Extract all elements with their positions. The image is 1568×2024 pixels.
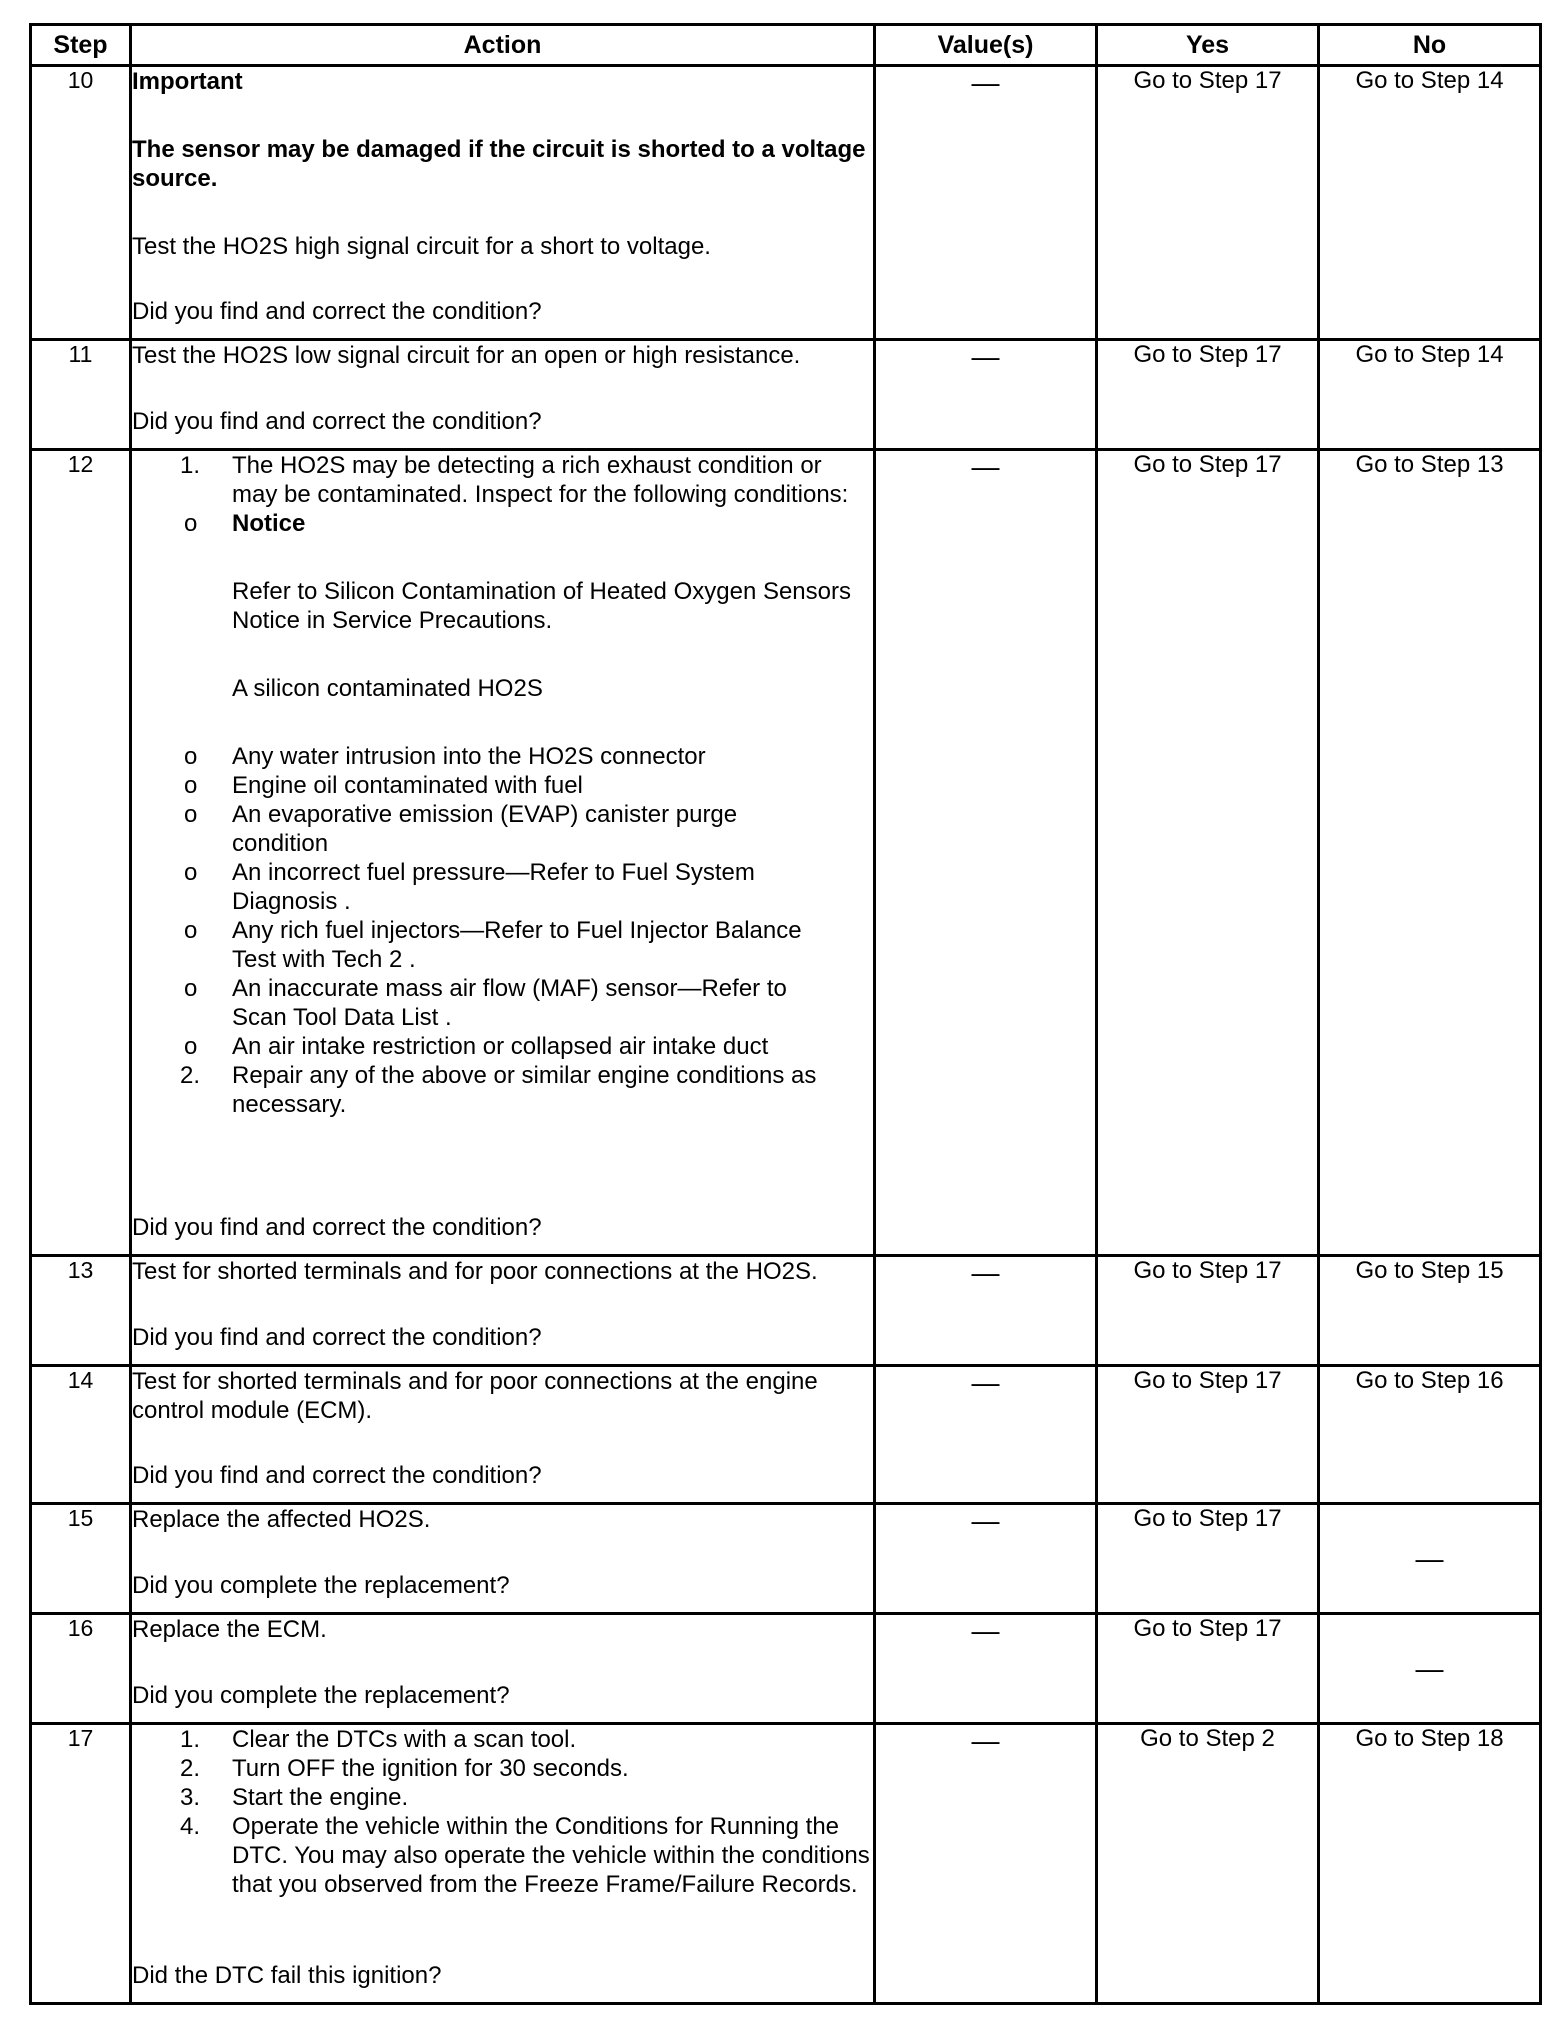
- action-question: Did you find and correct the condition?: [132, 1462, 542, 1489]
- bullet-marker: o: [184, 801, 198, 828]
- header-values: Value(s): [875, 25, 1097, 66]
- yes-cell: Go to Step 2: [1097, 1724, 1319, 2004]
- diagnostic-table: [29, 23, 1542, 2005]
- action-text: Test the HO2S high signal circuit for a short to voltage.: [132, 233, 711, 260]
- numbered-list: [132, 1061, 873, 1119]
- value-cell: —: [875, 1614, 1097, 1724]
- bullet-marker: o: [184, 1033, 198, 1060]
- header-no: No: [1319, 25, 1541, 66]
- sub-list-item-text: Any rich fuel injectors—Refer to Fuel Injector Balance Test with Tech 2 .: [232, 917, 802, 973]
- bullet-marker: o: [184, 859, 198, 886]
- table-row: [31, 1614, 1541, 1724]
- header-yes: Yes: [1097, 25, 1319, 66]
- step-number: 16: [31, 1614, 131, 1724]
- notice-text: Refer to Silicon Contamination of Heated Oxygen Sensors Notice in Service Precautions.: [232, 578, 851, 634]
- list-item-text: Repair any of the above or similar engine conditions as necessary.: [232, 1062, 817, 1118]
- list-number: 3.: [180, 1784, 201, 1811]
- action-cell: [131, 1256, 875, 1366]
- list-item-text: Operate the vehicle within the Conditions for Running the DTC. You may also operate the vehicle within the conditions that you observed from the Freeze Frame/Failure Records.: [232, 1813, 870, 1898]
- sub-list-item-text: Engine oil contaminated with fuel: [232, 772, 583, 799]
- action-question: Did you complete the replacement?: [132, 1682, 510, 1709]
- no-cell: —: [1319, 1614, 1541, 1724]
- no-cell: Go to Step 15: [1319, 1256, 1541, 1366]
- sub-list-item: [132, 1032, 873, 1061]
- yes-cell: Go to Step 17: [1097, 66, 1319, 340]
- value-cell: —: [875, 66, 1097, 340]
- list-item: [132, 1725, 873, 1754]
- value-cell: —: [875, 340, 1097, 450]
- header-action: Action: [131, 25, 875, 66]
- list-item-text: The HO2S may be detecting a rich exhaust condition or may be contaminated. Inspect for the following conditions:: [232, 452, 849, 508]
- action-text: Test for shorted terminals and for poor connections at the HO2S.: [132, 1258, 818, 1285]
- bullet-marker: o: [184, 917, 198, 944]
- action-text: Replace the affected HO2S.: [132, 1506, 431, 1533]
- action-cell: [131, 66, 875, 340]
- yes-cell: Go to Step 17: [1097, 1614, 1319, 1724]
- sub-list: [132, 509, 873, 1061]
- list-number: 2.: [180, 1755, 201, 1782]
- list-item-text: Clear the DTCs with a scan tool.: [232, 1726, 577, 1753]
- table-row: [31, 1504, 1541, 1614]
- bullet-marker: o: [184, 743, 198, 770]
- value-cell: —: [875, 1366, 1097, 1504]
- value-cell: —: [875, 1504, 1097, 1614]
- sub-list-item: [132, 509, 873, 742]
- no-cell: Go to Step 14: [1319, 340, 1541, 450]
- yes-cell: Go to Step 17: [1097, 1504, 1319, 1614]
- step-number: 12: [31, 450, 131, 1256]
- table-row: [31, 1366, 1541, 1504]
- step-number: 17: [31, 1724, 131, 2004]
- sub-list-item-text: An incorrect fuel pressure—Refer to Fuel System Diagnosis .: [232, 859, 755, 915]
- list-number: 2.: [180, 1062, 201, 1089]
- action-question: Did you find and correct the condition?: [132, 408, 542, 435]
- table-row: [31, 1256, 1541, 1366]
- value-cell: —: [875, 450, 1097, 1256]
- list-item: [132, 1061, 873, 1119]
- step-number: 15: [31, 1504, 131, 1614]
- sub-list-item: [132, 742, 873, 771]
- action-text: Replace the ECM.: [132, 1616, 327, 1643]
- list-number: 1.: [180, 1726, 201, 1753]
- action-cell: [131, 1504, 875, 1614]
- action-cell: [131, 340, 875, 450]
- list-item: [132, 451, 873, 509]
- step-number: 10: [31, 66, 131, 340]
- value-cell: —: [875, 1256, 1097, 1366]
- action-question: Did you find and correct the condition?: [132, 1324, 542, 1351]
- table-row: [31, 450, 1541, 1256]
- action-cell: [131, 1366, 875, 1504]
- yes-cell: Go to Step 17: [1097, 1366, 1319, 1504]
- action-text: Test for shorted terminals and for poor connections at the engine control module (ECM).: [132, 1368, 818, 1424]
- numbered-list: [132, 451, 873, 509]
- no-cell: Go to Step 18: [1319, 1724, 1541, 2004]
- action-text: Test the HO2S low signal circuit for an open or high resistance.: [132, 342, 801, 369]
- important-label: Important: [132, 68, 243, 95]
- bullet-marker: o: [184, 975, 198, 1002]
- table-row: [31, 340, 1541, 450]
- list-number: 4.: [180, 1813, 201, 1840]
- header-row: [31, 25, 1541, 66]
- no-cell: —: [1319, 1504, 1541, 1614]
- action-cell: [131, 450, 875, 1256]
- numbered-list: [132, 1725, 873, 1899]
- bullet-marker: o: [184, 772, 198, 799]
- list-item: [132, 1754, 873, 1783]
- step-number: 14: [31, 1366, 131, 1504]
- action-cell: [131, 1614, 875, 1724]
- action-question: Did you complete the replacement?: [132, 1572, 510, 1599]
- value-cell: —: [875, 1724, 1097, 2004]
- no-cell: Go to Step 13: [1319, 450, 1541, 1256]
- sub-list-item-text: Any water intrusion into the HO2S connector: [232, 743, 706, 770]
- action-question: Did you find and correct the condition?: [132, 1214, 542, 1241]
- list-item-text: Turn OFF the ignition for 30 seconds.: [232, 1755, 629, 1782]
- notice-label: Notice: [232, 510, 306, 537]
- warning-text: The sensor may be damaged if the circuit is shorted to a voltage source.: [132, 136, 866, 192]
- list-item-text: Start the engine.: [232, 1784, 409, 1811]
- sub-list-item: [132, 771, 873, 800]
- step-number: 11: [31, 340, 131, 450]
- list-item: [132, 1812, 873, 1899]
- list-number: 1.: [180, 452, 201, 479]
- sub-list-item: [132, 916, 873, 974]
- yes-cell: Go to Step 17: [1097, 1256, 1319, 1366]
- no-cell: Go to Step 16: [1319, 1366, 1541, 1504]
- action-question: Did the DTC fail this ignition?: [132, 1962, 442, 1989]
- table-row: [31, 1724, 1541, 2004]
- sub-list-item-text: An evaporative emission (EVAP) canister purge condition: [232, 801, 738, 857]
- yes-cell: Go to Step 17: [1097, 340, 1319, 450]
- action-question: Did you find and correct the condition?: [132, 298, 542, 325]
- no-cell: Go to Step 14: [1319, 66, 1541, 340]
- bullet-marker: o: [184, 510, 198, 537]
- step-number: 13: [31, 1256, 131, 1366]
- list-item: [132, 1783, 873, 1812]
- sub-list-item: [132, 800, 873, 858]
- sub-list-item: [132, 974, 873, 1032]
- yes-cell: Go to Step 17: [1097, 450, 1319, 1256]
- action-cell: [131, 1724, 875, 2004]
- sub-list-item-text: An air intake restriction or collapsed air intake duct: [232, 1033, 769, 1060]
- sub-list-item: [132, 858, 873, 916]
- sub-list-item-text: An inaccurate mass air flow (MAF) sensor—Refer to Scan Tool Data List .: [232, 975, 787, 1031]
- table-row: [31, 66, 1541, 340]
- sub-list-item-text: A silicon contaminated HO2S: [232, 675, 543, 702]
- header-step: Step: [31, 25, 131, 66]
